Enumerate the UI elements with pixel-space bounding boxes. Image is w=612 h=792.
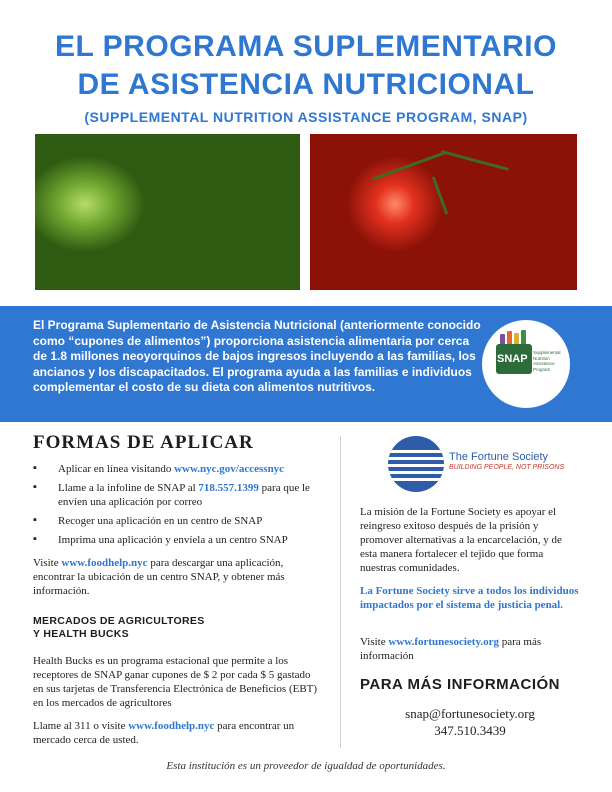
visit-fortune-paragraph: Visite www.fortunesociety.org para más información: [360, 636, 542, 662]
infoline-phone-link[interactable]: 718.557.1399: [198, 482, 259, 494]
bullet-icon: ▪: [33, 462, 37, 474]
equal-opportunity-footer: Esta institución es un proveedor de igualdad de oportunidades.: [166, 760, 446, 772]
call-311-paragraph: Llame al 311 o visite www.foodhelp.nyc para encontrar un mercado cerca de usted.: [33, 720, 295, 746]
page-title-line2: DE ASISTENCIA NUTRICIONAL: [77, 68, 535, 101]
fortune-society-name: The Fortune Society: [449, 451, 549, 463]
mission-paragraph: La misión de la Fortune Society es apoyar el reingreso exitoso después de la prisión y promover alternativas a la encarcelación, y de esta manera fortalecer el tejido que forma nuestras comunidades.: [360, 506, 562, 574]
page-title-line1: EL PROGRAMA SUPLEMENTARIO: [55, 30, 557, 63]
contact-email[interactable]: snap@fortunesociety.org: [405, 706, 535, 721]
green-peppers-photo: [35, 134, 300, 290]
foodhelp-link[interactable]: www.foodhelp.nyc: [61, 557, 148, 569]
contact-phone[interactable]: 347.510.3439: [434, 723, 506, 738]
snap-bag-icon: [521, 330, 526, 345]
apply-heading: FORMAS DE APLICAR: [33, 432, 254, 453]
markets-heading: MERCADOS DE AGRICULTORES Y HEALTH BUCKS: [33, 615, 205, 640]
snap-bag-icon: [507, 331, 512, 345]
accessnyc-link[interactable]: www.nyc.gov/accessnyc: [174, 463, 285, 475]
snap-logo-caption: Supplemental Nutrition Assistance Program: [533, 350, 561, 372]
visit-foodhelp-paragraph: Visite www.foodhelp.nyc para descargar una aplicación, encontrar la ubicación de un centro SNAP, y obtener más información.: [33, 557, 285, 597]
list-item: ▪ Recoger una aplicación en un centro de SNAP: [33, 514, 263, 527]
column-divider: [340, 436, 341, 748]
bullet-icon: ▪: [33, 481, 37, 493]
foodhelp-link[interactable]: www.foodhelp.nyc: [128, 720, 215, 732]
fortune-society-dove-icon: [388, 436, 444, 492]
fortune-society-tagline: BUILDING PEOPLE, NOT PRISONS: [449, 464, 565, 471]
apply-list: [33, 462, 318, 552]
tomatoes-photo: [310, 134, 577, 290]
fortunesociety-link[interactable]: www.fortunesociety.org: [388, 636, 499, 648]
snap-logo-word: SNAP: [497, 353, 528, 365]
bullet-icon: ▪: [33, 514, 37, 526]
more-info-heading: PARA MÁS INFORMACIÓN: [360, 676, 560, 693]
list-item: ▪ Imprima una aplicación y envíela a un centro SNAP: [33, 533, 288, 546]
list-item: ▪ Aplicar en línea visitando www.nyc.gov/accessnyc: [33, 462, 285, 475]
intro-text: El Programa Suplementario de Asistencia Nutricional (anteriormente conocido como “cupones de alimentos”) proporciona asistencia alimentaria por cerca de 1.8 millones neoyorquinos de bajos ingresos incluyendo a las familias, los ancianos y los discapacitados. El programa ayuda a las familias e individuos complementar el costo de su dieta con alimentos nutritivos.: [33, 318, 481, 394]
page-subtitle: (SUPPLEMENTAL NUTRITION ASSISTANCE PROGRAM, SNAP): [84, 109, 528, 125]
list-item: ▪ Llame a la infoline de SNAP al 718.557.1399 para que le envíen una aplicación por correo: [33, 481, 310, 508]
bullet-icon: ▪: [33, 533, 37, 545]
health-bucks-paragraph: Health Bucks es un programa estacional que permite a los receptores de SNAP ganar cupones de $ 2 por cada $ 5 gastado en sus tarjetas de Transferencia Electrónica de Beneficios (EBT) en los mercados de agricultores: [33, 655, 318, 709]
serves-paragraph: La Fortune Society sirve a todos los individuos impactados por el sistema de justicia penal.: [360, 585, 579, 611]
